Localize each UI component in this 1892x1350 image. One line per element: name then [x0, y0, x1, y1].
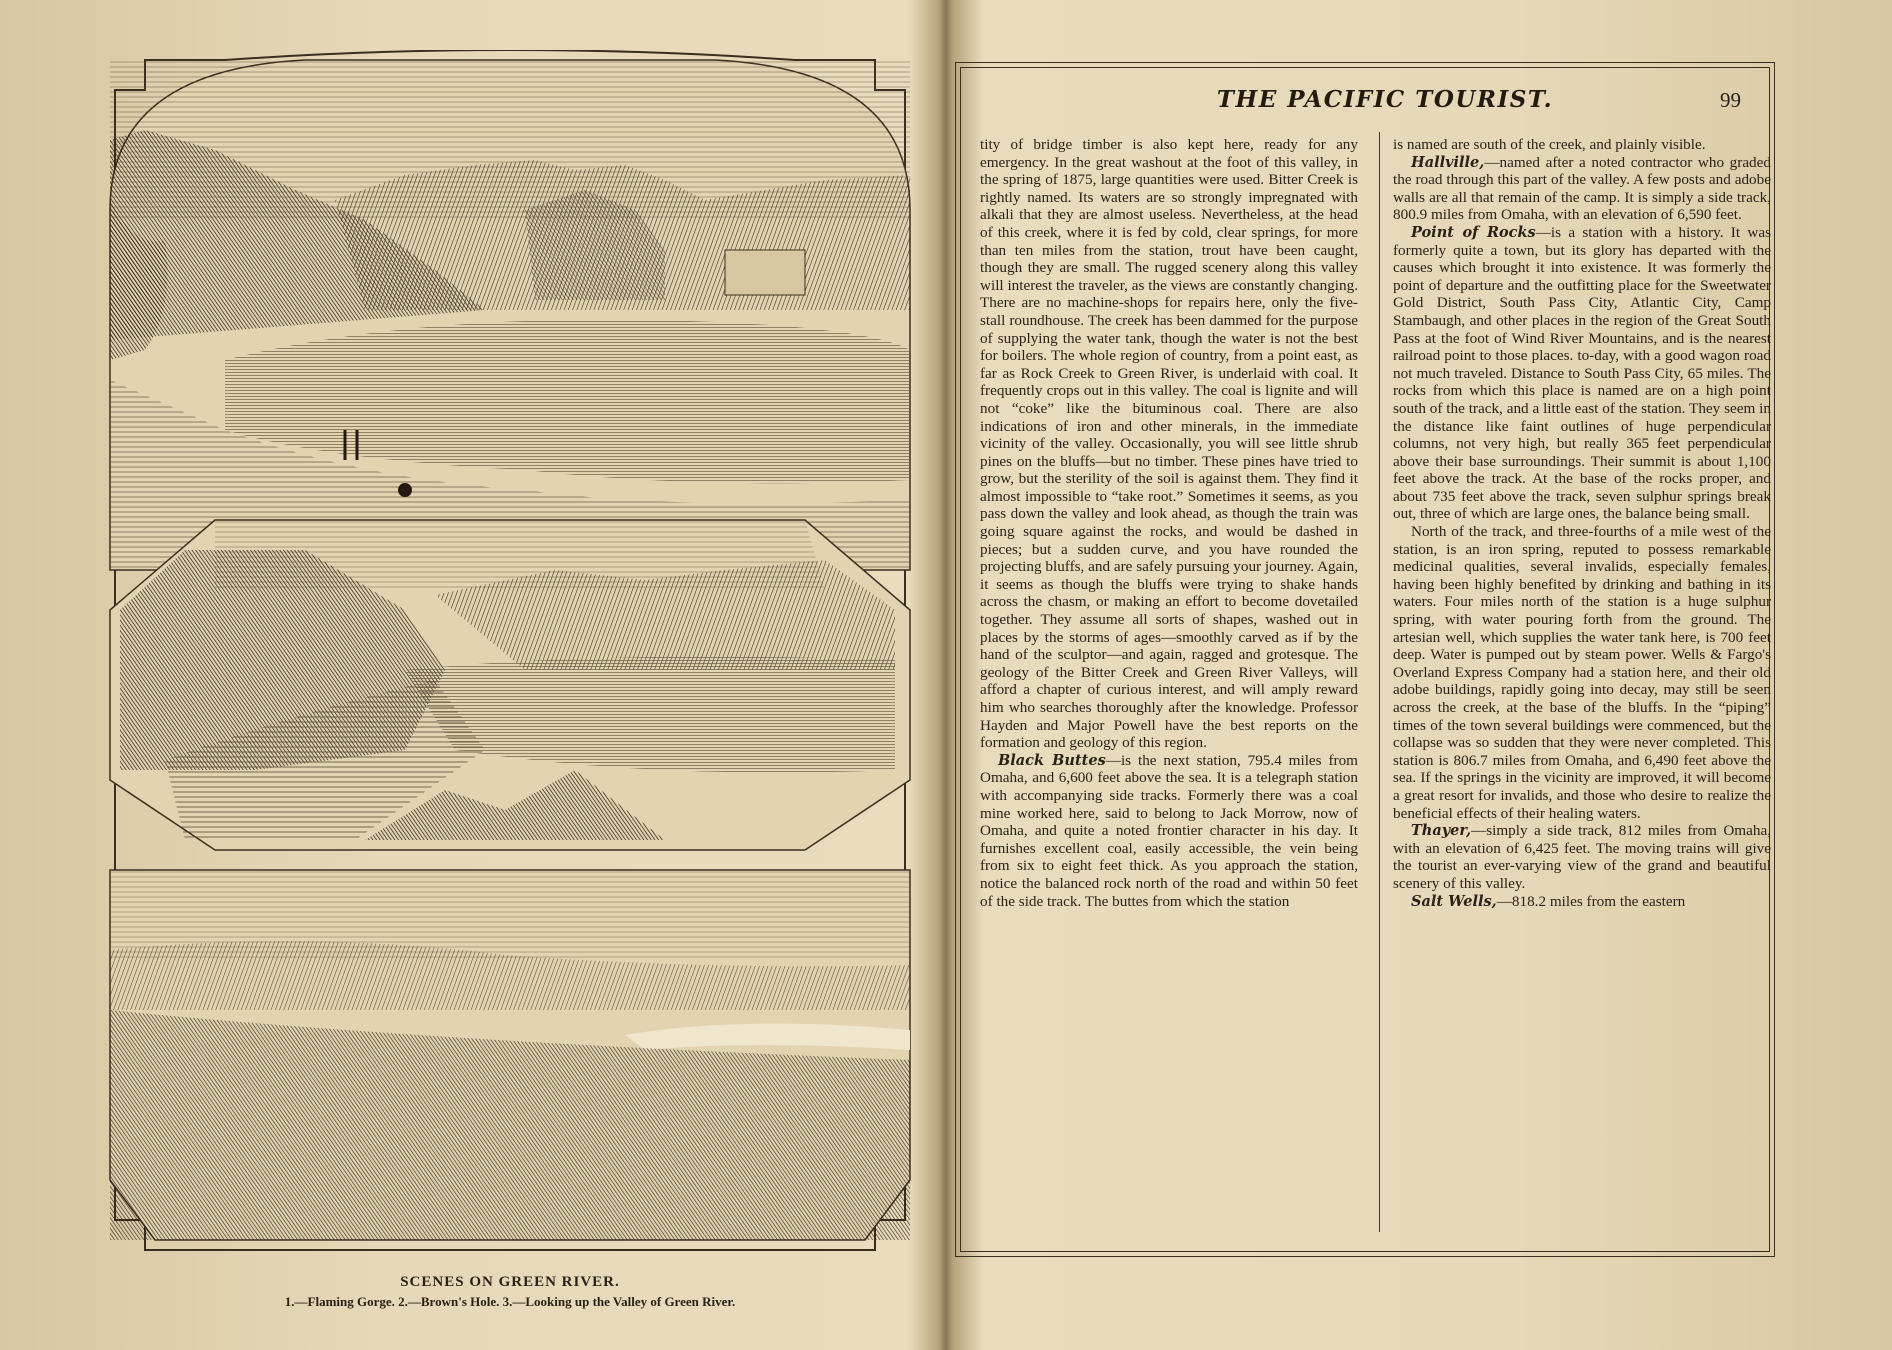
plate-caption-title: SCENES ON GREEN RIVER. [400, 1274, 620, 1290]
paragraph [980, 752, 1358, 910]
paragraph-text: North of the track, and three-fourths of a mile west of the station, is an iron spring, reputed to possess remarkable medicinal qualities, several invalids, especially females, having been highly benefited by drinking and bathing in its waters. Four miles north of the station is a huge sulphur spring, with water pouring forth from the ground. The artesian well, which supplies the water tank here, is 700 feet deep. Water is pumped out by steam power. Wells & Fargo's Overland Express Company had a station here, and their old adobe buildings, rapidly going into decay, may still be seen across the creek, at the base of the bluffs. In the “piping” times of the town several buildings were commenced, but the collapse was so sudden that they were never completed. This station is 806.7 miles from Omaha, and 6,490 feet above the sea. If the springs in the vicinity are improved, it will become a great resort for invalids, and those who desire to realize the beneficial effects of their healing waters. [1393, 523, 1771, 822]
station-name: Black Buttes [998, 751, 1106, 769]
station-name: Point of Rocks [1411, 223, 1536, 241]
paragraph-text: is named are south of the creek, and plainly visible. [1393, 136, 1706, 153]
page-number: 99 [1720, 88, 1741, 112]
text-column-right [1393, 136, 1771, 910]
paragraph [1393, 822, 1771, 892]
running-head-title: THE PACIFIC TOURIST. [1216, 86, 1554, 113]
text-column-left [980, 136, 1358, 910]
paragraph [980, 136, 1358, 752]
scene-valley-green-river [110, 870, 910, 1240]
paragraph-text: —named after a noted contractor who graded the road through this part of the valley. A few posts and adobe walls are all that remain of the camp. It is simply a side track, 800.9 miles from Omaha, with an elevation of 6,590 feet. [1393, 153, 1771, 224]
engraving-plate [105, 50, 915, 1270]
paragraph-text: —is the next station, 795.4 miles from Omaha, and 6,600 feet above the sea. It is a telegraph station with accompanying side tracks. Formerly there was a coal mine worked here, said to belong to Jack Morrow, now of Omaha, and quite a noted frontier character in his day. It furnishes excellent coal, easily accessible, the vein being from six to eight feet thick. As you approach the station, notice the balanced rock north of the road and within 50 feet of the side track. The buttes from which the station [980, 751, 1358, 910]
paragraph [1393, 136, 1771, 154]
green-river-engravings [105, 50, 915, 1270]
paragraph [1393, 154, 1771, 224]
paragraph [1393, 224, 1771, 523]
paragraph-text: —simply a side track, 812 miles from Omaha, with an elevation of 6,425 feet. The moving trains will give the tourist an ever-varying view of the grand and beautiful scenery of this valley. [1393, 822, 1771, 892]
column-rule [1379, 132, 1380, 1232]
plate-caption-subtitle: 1.—Flaming Gorge. 2.—Brown's Hole. 3.—Looking up the Valley of Green River. [284, 1294, 736, 1309]
paragraph-text: —818.2 miles from the eastern [1496, 892, 1686, 910]
station-name: Salt Wells, [1411, 892, 1497, 910]
station-name: Hallville, [1411, 153, 1485, 171]
station-name: Thayer, [1411, 822, 1472, 840]
paragraph-text: —is a station with a history. It was formerly quite a town, but its glory has departed with the causes which brought it into existence. It was formerly the point of departure and the outfitting place for the Sweetwater Gold District, South Pass City, Atlantic City, Camp Stambaugh, and other places in the region of the Great South Pass at the foot of Wind River Mountains, and is the nearest railroad point to those places. to-day, with a good wagon road not much traveled. Distance to South Pass City, 65 miles. The rocks from which this place is named are on a high point south of the track, and a little east of the station. They seem in the distance like faint outlines of huge perpendicular columns, not very high, but really 365 feet perpendicular above their base surroundings. Their summit is about 1,100 feet above the track. At the base of the rocks proper, and about 735 feet above the track, seven sulphur springs break out, three of which are large ones, the balance being small. [1393, 223, 1771, 523]
scene-browns-hole [110, 520, 910, 850]
paragraph [1393, 893, 1771, 911]
paragraph-text: tity of bridge timber is also kept here, ready for any emergency. In the great washout at the foot of this valley, in the spring of 1875, large quantities were used. Bitter Creek is rightly named. Its waters are so strongly impregnated with alkali that they are almost useless. Nevertheless, at the head of this creek, where it is fed by cold, clear springs, for more than ten miles from the station, trout have been caught, though they are small. The rugged scenery along this valley will interest the traveler, as the views are constantly changing. There are no machine-shops for repairs here, only the five-stall roundhouse. The creek has been dammed for the purpose of supplying the water tank, though the water is not the best for boilers. The whole region of country, from a point east, as far as Rock Creek to Green River, is underlaid with coal. It frequently crops out in this valley. The coal is lignite and will not “coke” like the bituminous coal. There are also indications of iron and other minerals, in the immediate vicinity of the valley. Occasionally, you will see little shrub pines on the bluffs—but no timber. These pines have tried to grow, but the sterility of the soil is against them. They find it almost impossible to “take root.” Sometimes it seems, as you pass down the valley and look ahead, as though the train was going square against the rocks, and would be dashed in pieces; but a sudden curve, and you have rounded the projecting bluffs, and are safely pursuing your journey. Again, it seems as though the bluffs were trying to shake hands across the chasm, or making an effort to become dovetailed together. They assume all sorts of shapes, washed out in places by the storms of ages—smoothly carved as if by the hand of the sculptor—and again, ragged and grotesque. The geology of the Bitter Creek and Green River Valleys, will afford a chapter of curious interest, and will amply reward him who searches thoroughly after the knowledge. Professor Hayden and Major Powell have the best reports on the formation and geology of this region. [980, 136, 1358, 752]
scene-flaming-gorge [110, 60, 910, 570]
paragraph [1393, 523, 1771, 822]
